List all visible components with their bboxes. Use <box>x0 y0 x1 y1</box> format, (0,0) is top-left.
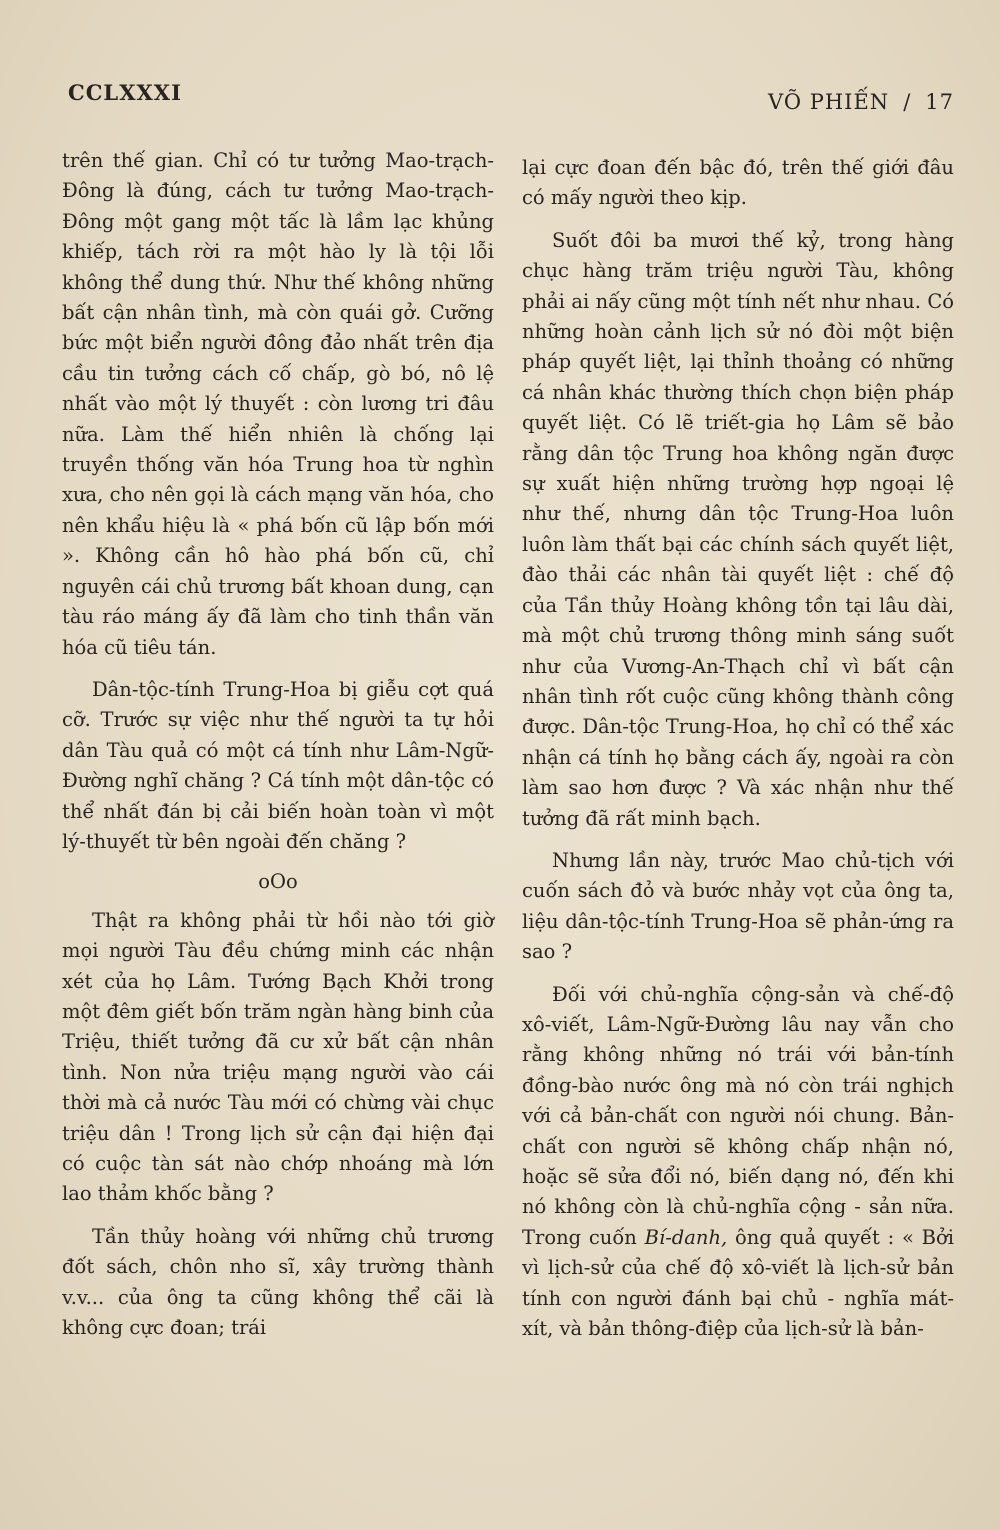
paragraph: lại cực đoan đến bậc đó, trên thế giới đâu có mấy người theo kịp. <box>522 156 954 210</box>
header-divider: / <box>903 90 912 114</box>
paragraph-text: Đối với chủ-nghĩa cộng-sản và chế-độ xô-viết, Lâm-Ngữ-Đường lâu nay vẫn cho rằng không những nó trái với bản-tính đồng-bào nước ông mà nó còn trái nghịch với cả bản-chất con người nói chung. Bản-chất con người sẽ không chấp nhận nó, hoặc sẽ sửa đổi nó, biến dạng nó, đến khi nó không còn là chủ-nghĩa cộng - sản nữa. Trong cuốn <box>522 982 954 1249</box>
paragraph: Nhưng lần này, trước Mao chủ-tịch với cuốn sách đỏ và bước nhảy vọt của ông ta, liệu dân-tộc-tính Trung-Hoa sẽ phản-ứng ra sao ? <box>522 848 954 964</box>
book-title: Bí-danh, <box>644 1225 728 1249</box>
paragraph: Thật ra không phải từ hồi nào tới giờ mọi người Tàu đều chứng minh các nhận xét của họ Lâm. Tướng Bạch Khởi trong một đêm giết bốn trăm ngàn hàng binh của Triệu, thiết tưởng đã cư xử bất cận nhân tình. Non nửa triệu mạng người vào cái thời mà cả nước Tàu mới có chừng vài chục triệu dân ! Trong lịch sử cận đại hiện đại có cuộc tàn sát nào chớp nhoáng mà lớn lao thảm khốc bằng ? <box>62 908 494 1206</box>
paragraph: Dân-tộc-tính Trung-Hoa bị giễu cợt quá cỡ. Trước sự việc như thế người ta tự hỏi dân Tàu quả có một cá tính như Lâm-Ngữ-Đường nghĩ chăng ? Cá tính một dân-tộc có thể nhất đán bị cải biến hoàn toàn vì một lý-thuyết từ bên ngoài đến chăng ? <box>62 677 494 853</box>
right-column <box>522 153 954 1344</box>
paragraph <box>522 980 954 1345</box>
paragraph-text: ông quả quyết : « Bởi vì lịch-sử của chế độ xô-viết là lịch-sử bản tính con người đánh bại chủ - nghĩa mát-xít, và bản thông-điệp của lịch-sử là bản- <box>522 1225 954 1341</box>
paragraph: Suốt đôi ba mươi thế kỷ, trong hàng chục hàng trăm triệu người Tàu, không phải ai nấy cũng một tính nết như nhau. Có những hoàn cảnh lịch sử nó đòi một biện pháp quyết liệt, lại thỉnh thoảng có những cá nhân khác thường thích chọn biện pháp quyết liệt. Có lẽ triết-gia họ Lâm sẽ bảo rằng dân tộc Trung hoa không ngăn được sự xuất hiện những trường hợp ngoại lệ như thế, nhưng dân tộc Trung-Hoa luôn luôn làm thất bại các chính sách quyết liệt, đào thải các nhân tài quyết liệt : chế độ của Tần thủy Hoàng không tồn tại lâu dài, mà một chủ trương thông minh sáng suốt như của Vương-An-Thạch chỉ vì bất cận nhân tình rốt cuộc cũng không thành công được. Dân-tộc Trung-Hoa, họ chỉ có thể xác nhận cá tính họ bằng cách ấy, ngoài ra còn làm sao hơn được ? Và xác nhận như thế tưởng đã rất minh bạch. <box>522 228 954 830</box>
left-column <box>62 146 494 1343</box>
running-header <box>768 90 954 114</box>
issue-number: CCLXXXI <box>68 80 182 105</box>
section-separator: oOo <box>258 870 298 894</box>
author-name: VÕ PHIẾN <box>768 90 890 114</box>
paragraph: trên thế gian. Chỉ có tư tưởng Mao-trạch-Đông là đúng, cách tư tưởng Mao-trạch-Đông một gang một tấc là lầm lạc khủng khiếp, tách rời ra một hào ly là tội lỗi không thể dung thứ. Như thế không những bất cận nhân tình, mà còn quái gở. Cưỡng bức một biển người đông đảo nhất trên địa cầu tin tưởng cách cố chấp, gò bó, nô lệ nhất vào một lý thuyết : còn lương tri đâu nữa. Làm thế hiển nhiên là chống lại truyền thống văn hóa Trung hoa từ nghìn xưa, cho nên gọi là cách mạng văn hóa, cho nên khẩu hiệu là « phá bốn cũ lập bốn mới ». Không cần hô hào phá bốn cũ, chỉ nguyên cái chủ trương bất khoan dung, cạn tàu ráo máng ấy đã làm cho tinh thần văn hóa cũ tiêu tán. <box>62 149 494 659</box>
paragraph: Tần thủy hoàng với những chủ trương đốt sách, chôn nho sĩ, xây trường thành v.v... của ông ta cũng không thể cãi là không cực đoan; trái <box>62 1224 494 1340</box>
page-number: 17 <box>925 90 954 114</box>
